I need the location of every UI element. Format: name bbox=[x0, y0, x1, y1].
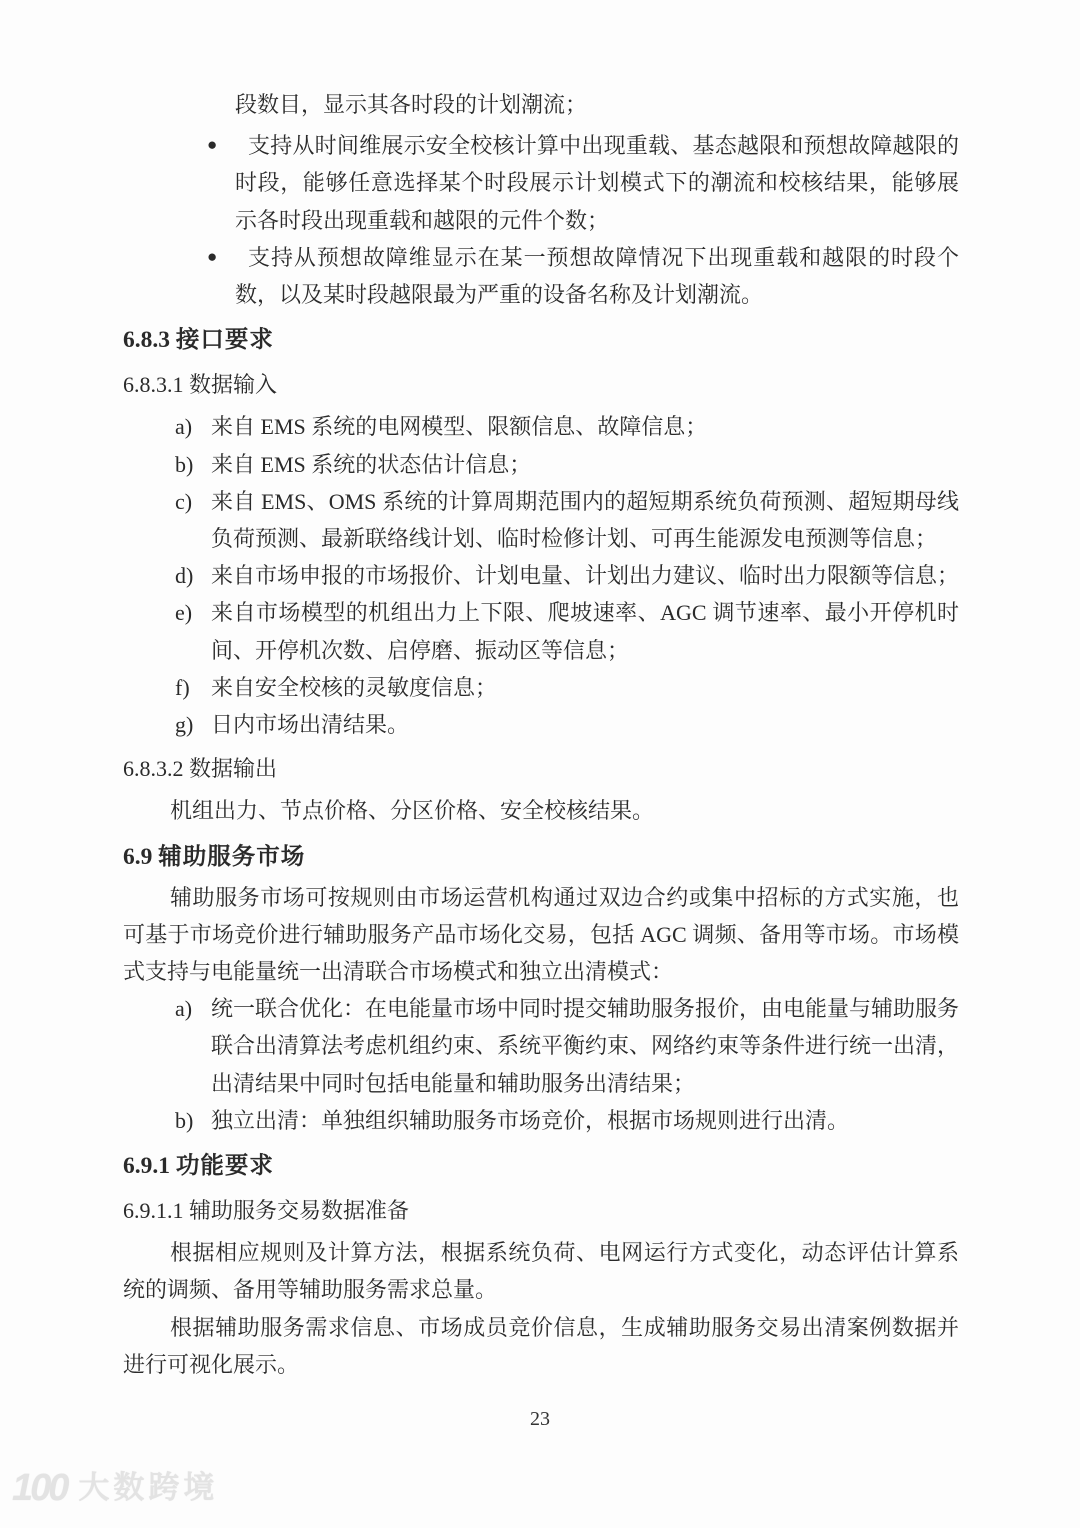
section-number: 6.9.1 bbox=[123, 1153, 170, 1180]
list-marker: b) bbox=[175, 451, 194, 477]
section-title: 功能要求 bbox=[175, 1152, 274, 1179]
watermark-brand-text: 大数跨境 bbox=[78, 1470, 219, 1505]
list-item-text: 来自 EMS、OMS 系统的计算周期范围内的超短期系统负荷预测、超短期母线负荷预测、最新联络线计划、临时检修计划、可再生能源发电预测等信息； bbox=[211, 488, 959, 552]
section-heading-683 bbox=[123, 320, 959, 359]
list-item bbox=[123, 1102, 959, 1139]
continuation-line: 段数目，显示其各时段的计划潮流； bbox=[235, 92, 588, 117]
list-marker: g) bbox=[175, 712, 194, 738]
list-item bbox=[123, 706, 959, 743]
subsection-heading-6831: 6.8.3.1 数据输入 bbox=[123, 372, 278, 398]
list-marker: d) bbox=[175, 563, 194, 589]
subsection-heading-6911: 6.9.1.1 辅助服务交易数据准备 bbox=[123, 1198, 410, 1224]
section-title: 接口要求 bbox=[175, 326, 274, 353]
list-marker: a) bbox=[175, 414, 193, 440]
section-heading-69 bbox=[123, 837, 959, 876]
list-item-text: 来自安全校核的灵敏度信息； bbox=[211, 674, 498, 700]
data-input-list bbox=[123, 408, 959, 743]
list-marker: b) bbox=[175, 1107, 194, 1133]
list-marker: e) bbox=[175, 600, 193, 626]
list-item bbox=[123, 446, 959, 483]
paragraph-demand-total: 根据相应规则及计算方法，根据系统负荷、电网运行方式变化，动态评估计算系统的调频、备用等辅助服务需求总量。 bbox=[123, 1240, 959, 1303]
list-item-text: 来自 EMS 系统的状态估计信息； bbox=[211, 451, 532, 477]
market-mode-list bbox=[123, 990, 959, 1139]
bullet-text: 支持从时间维展示安全校核计算中出现重载、基态越限和预想故障越限的时段，能够任意选择某个时段展示计划模式下的潮流和校核结果，能够展示各时段出现重载和越限的元件个数； bbox=[235, 133, 959, 233]
list-item-text: 来自市场申报的市场报价、计划电量、计划出力建议、临时出力限额等信息； bbox=[211, 563, 960, 589]
list-item bbox=[123, 669, 959, 706]
list-item-text: 来自 EMS 系统的电网模型、限额信息、故障信息； bbox=[211, 414, 708, 440]
bullet-text: 支持从预想故障维显示在某一预想故障情况下出现重载和越限的时段个数，以及某时段越限最为严重的设备名称及计划潮流。 bbox=[235, 244, 959, 308]
paragraph-clearing-case: 根据辅助服务需求信息、市场成员竞价信息，生成辅助服务交易出清案例数据并进行可视化展示。 bbox=[123, 1314, 959, 1377]
watermark bbox=[12, 1462, 218, 1510]
section-title: 辅助服务市场 bbox=[158, 842, 306, 869]
subsection-heading-6832: 6.8.3.2 数据输出 bbox=[123, 756, 278, 782]
page-number: 23 bbox=[530, 1408, 550, 1430]
list-item bbox=[123, 483, 959, 557]
list-item bbox=[123, 408, 959, 445]
list-item-text: 日内市场出清结果。 bbox=[211, 712, 410, 738]
list-item-text: 来自市场模型的机组出力上下限、爬坡速率、AGC 调节速率、最小开停机时间、开停机次数、启停磨、振动区等信息； bbox=[211, 600, 959, 663]
list-item bbox=[123, 239, 959, 313]
bullet-icon: ● bbox=[207, 135, 218, 155]
watermark-logo-icon: 100 bbox=[12, 1467, 67, 1509]
list-marker: c) bbox=[175, 488, 193, 514]
section-heading-691 bbox=[123, 1146, 959, 1185]
data-output-line: 机组出力、节点价格、分区价格、安全校核结果。 bbox=[170, 798, 655, 824]
section-number: 6.9 bbox=[123, 843, 153, 870]
list-item-text: 独立出清：单独组织辅助服务市场竞价，根据市场规则进行出清。 bbox=[211, 1107, 850, 1133]
section-number: 6.8.3 bbox=[123, 327, 170, 354]
list-item-text: 统一联合优化：在电能量市场中同时提交辅助服务报价，由电能量与辅助服务联合出清算法考虑机组约束、系统平衡约束、网络约束等条件进行统一出清，出清结果中同时包括电能量和辅助服务出清结果； bbox=[211, 996, 960, 1096]
list-marker: f) bbox=[175, 674, 190, 700]
list-item bbox=[123, 594, 959, 668]
list-marker: a) bbox=[175, 996, 193, 1022]
document-content bbox=[123, 86, 959, 1383]
list-item bbox=[123, 127, 959, 239]
paragraph-ancillary-market: 辅助服务市场可按规则由市场运营机构通过双边合约或集中招标的方式实施，也可基于市场竞价进行辅助服务产品市场化交易，包括 AGC 调频、备用等市场。市场模式支持与电能量统一出清联合市场模式和独立出清模式： bbox=[123, 884, 959, 985]
list-item bbox=[123, 990, 959, 1102]
bullet-icon: ● bbox=[207, 246, 218, 266]
bullet-list bbox=[123, 127, 959, 313]
list-item bbox=[123, 557, 959, 594]
